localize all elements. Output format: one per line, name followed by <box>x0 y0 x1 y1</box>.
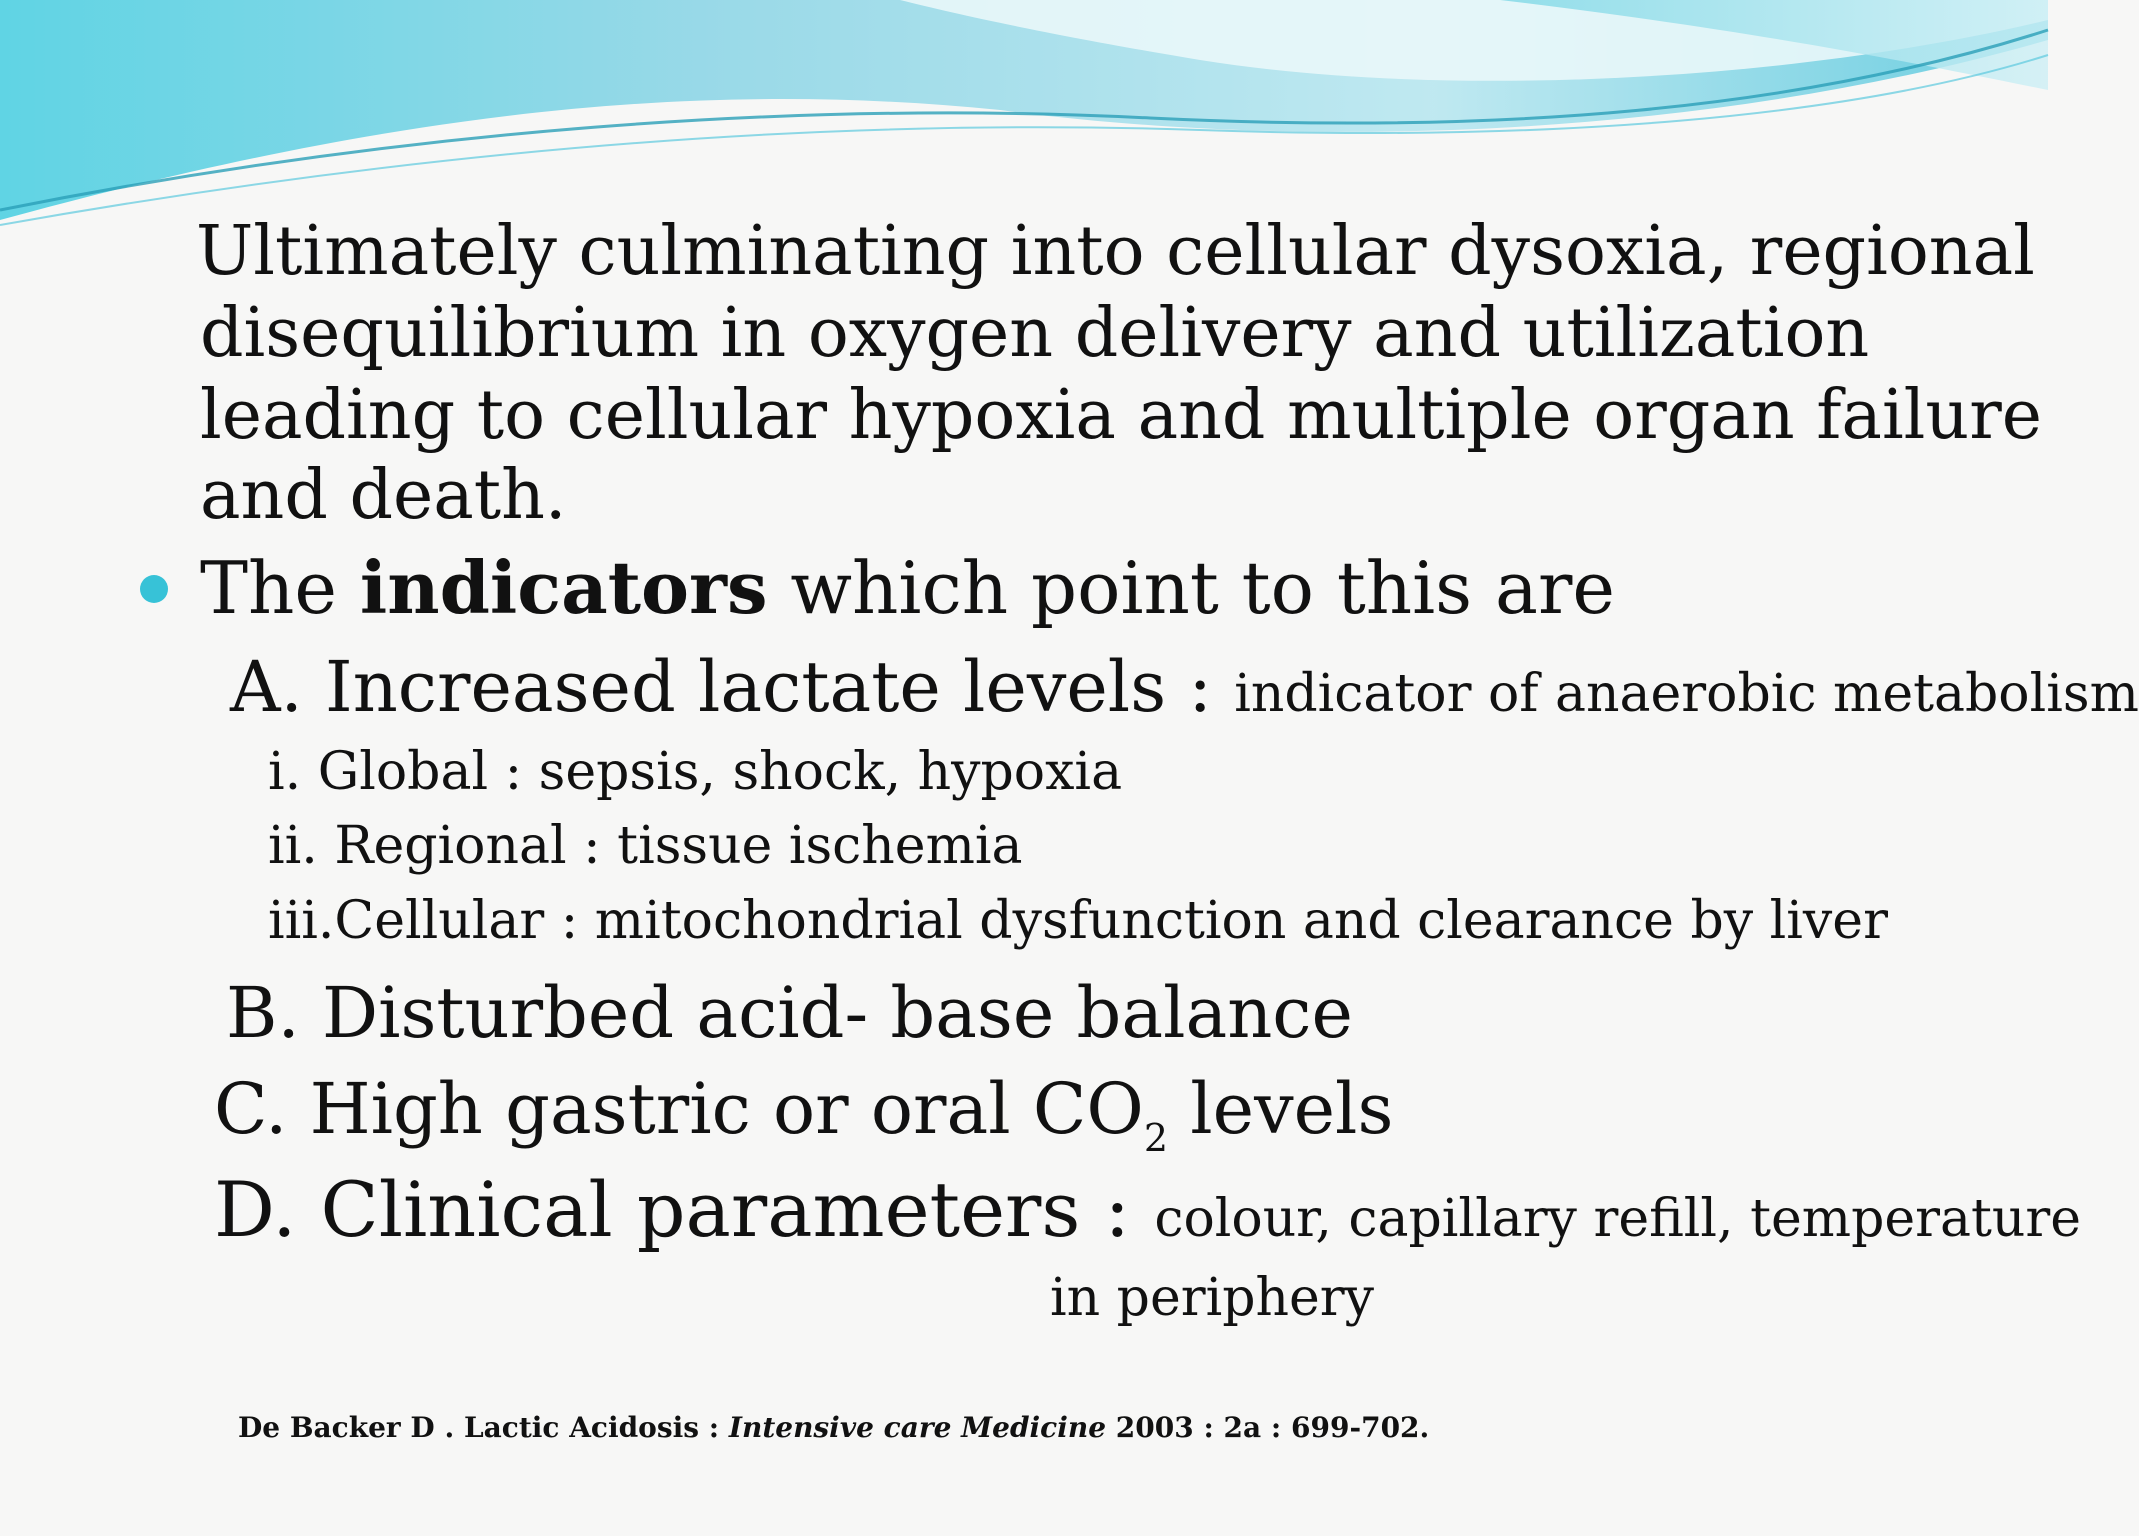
bullet-prefix: The <box>200 546 360 630</box>
intro-line-3: leading to cellular hypoxia and multiple organ failure <box>200 376 2042 455</box>
intro-line-2: disequilibrium in oxygen delivery and utilization <box>200 294 1870 373</box>
intro-line-1: Ultimately culminating into cellular dysoxia, regional <box>196 212 2035 291</box>
intro-line-4: and death. <box>200 456 567 535</box>
item-c <box>214 1068 1394 1160</box>
item-c-subscript: 2 <box>1143 1116 1169 1160</box>
indicators-bullet <box>200 545 1615 630</box>
header-wave-decoration <box>0 0 2048 240</box>
item-a-subitem-3: iii.Cellular : mitochondrial dysfunction and clearance by liver <box>268 891 1888 951</box>
item-d-desc-continuation: in periphery <box>1050 1268 1374 1328</box>
item-c-prefix: C. High gastric or oral CO <box>214 1068 1144 1150</box>
item-a-title: A. Increased lactate levels : <box>230 646 1235 728</box>
item-b: B. Disturbed acid- base balance <box>226 972 1353 1054</box>
item-a <box>230 646 2139 728</box>
citation-journal: Intensive care Medicine <box>728 1411 1107 1444</box>
item-d <box>214 1165 2082 1254</box>
item-a-desc: indicator of anaerobic metabolism <box>1234 664 2139 724</box>
citation <box>238 1411 1430 1444</box>
citation-details: 2003 : 2a : 699-702. <box>1106 1411 1430 1444</box>
item-a-subitem-2: ii. Regional : tissue ischemia <box>268 816 1023 876</box>
bullet-bold-word: indicators <box>359 545 768 630</box>
item-c-suffix: levels <box>1168 1068 1394 1150</box>
bullet-suffix: which point to this are <box>767 546 1615 630</box>
item-a-subitem-1: i. Global : sepsis, shock, hypoxia <box>268 742 1123 802</box>
bullet-dot-icon <box>140 575 168 603</box>
citation-authors: De Backer D . Lactic Acidosis : <box>238 1411 729 1444</box>
item-d-desc: colour, capillary refill, temperature <box>1154 1189 2082 1249</box>
item-d-title: D. Clinical parameters : <box>214 1165 1155 1254</box>
